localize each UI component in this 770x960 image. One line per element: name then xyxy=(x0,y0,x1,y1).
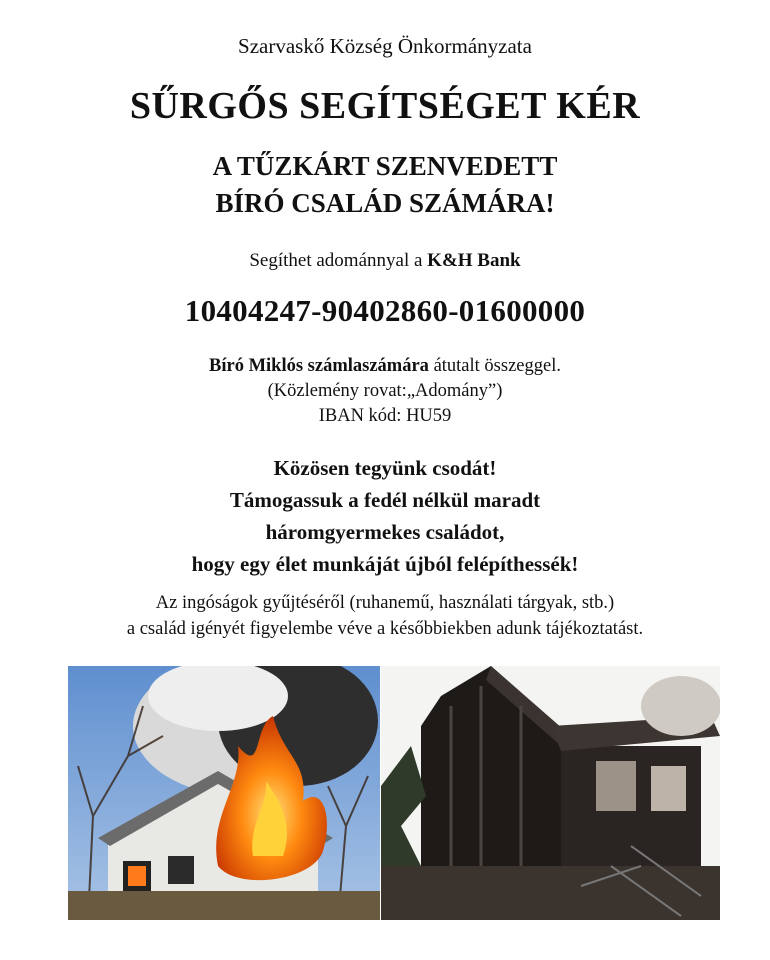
organization-name: Szarvaskő Község Önkormányzata xyxy=(238,34,532,58)
account-number: 10404247-90402860-01600000 xyxy=(184,293,586,328)
burning-house-photo xyxy=(68,666,380,920)
iban-line: IBAN kód: HU59 xyxy=(318,406,452,426)
donation-intro xyxy=(0,250,770,272)
note-line-1: Az ingóságok gyűjtéséről (ruhanemű, használati tárgyak, stb.) xyxy=(155,593,615,613)
collection-note xyxy=(0,590,770,642)
donation-intro-text: Segíthet adománnyal a xyxy=(249,250,428,271)
subheadline-line-2: BÍRÓ CSALÁD SZÁMÁRA! xyxy=(215,188,555,218)
transfer-line xyxy=(0,354,770,379)
burned-ruins-photo xyxy=(381,666,720,920)
appeal-line-2: Támogassuk a fedél nélkül maradt xyxy=(229,488,541,512)
appeal-line-4: hogy egy élet munkáját újból felépíthessék! xyxy=(191,552,579,576)
subheadline-line-1: A TŰZKÁRT SZENVEDETT xyxy=(212,151,558,181)
subheadline xyxy=(0,148,770,222)
transfer-info xyxy=(0,354,770,429)
appeal-line-3: háromgyermekes családot, xyxy=(265,520,505,544)
appeal-line-1: Közösen tegyünk csodát! xyxy=(273,456,497,480)
reference-line: (Közlemény rovat:„Adomány”) xyxy=(267,381,503,401)
note-line-2: a család igényét figyelembe véve a későbbiekben adunk tájékoztatást. xyxy=(126,619,644,639)
headline: SŰRGŐS SEGÍTSÉGET KÉR xyxy=(129,85,641,127)
appeal-text xyxy=(0,452,770,580)
bank-name: K&H Bank xyxy=(427,250,521,271)
transfer-text: átutalt összeggel. xyxy=(428,356,561,376)
account-holder: Bíró Miklós számlaszámára xyxy=(209,356,429,376)
